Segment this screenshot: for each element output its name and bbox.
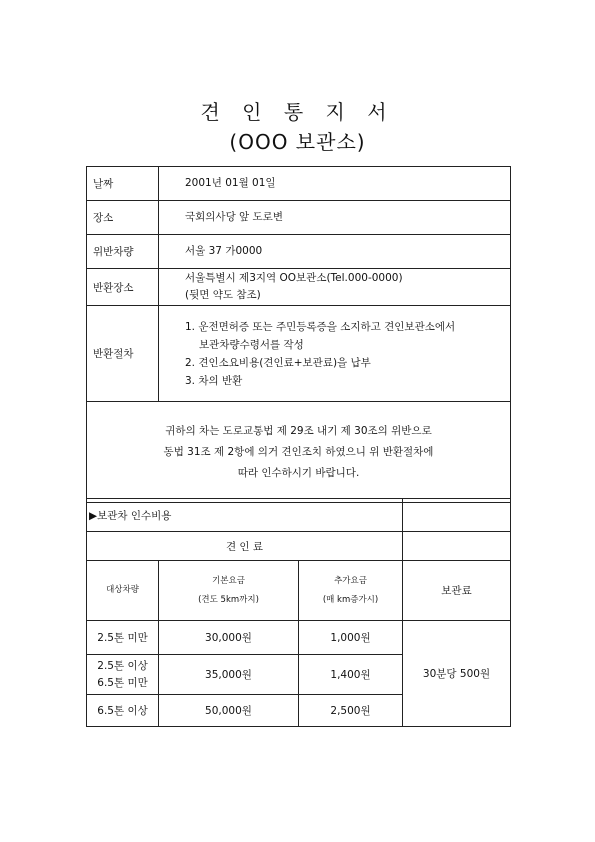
procedure-row: [87, 306, 511, 402]
procedure-step-1-line2: 보관차량수령서를 작성: [199, 338, 304, 351]
fee-row-2-extra: 1,400원: [299, 655, 403, 695]
date-value: 2001년 01월 01일: [159, 167, 511, 201]
fee-section-row: [87, 499, 511, 532]
towing-fee-row: [87, 532, 511, 561]
col-base-line1: 기본요금: [212, 575, 245, 586]
return-place-value: [159, 269, 511, 306]
fee-row-3-vehicle: 6.5톤 이상: [87, 695, 159, 727]
col-extra-line2: (매 km증가시): [322, 594, 379, 605]
notice-line1: 귀하의 차는 도로교통법 제 29조 내기 제 30조의 위반으로: [165, 424, 432, 437]
fee-section-title: ▶보관차 인수비용: [87, 499, 403, 532]
date-label: 날짜: [87, 167, 159, 201]
return-place-line2: (뒷면 약도 참조): [185, 289, 261, 301]
place-value: 국회의사당 앞 도로변: [159, 201, 511, 235]
col-base-header: [159, 561, 299, 621]
col-vehicle-header: 대상차량: [87, 561, 159, 621]
fee-row-3-extra: 2,500원: [299, 695, 403, 727]
info-table: [86, 166, 511, 503]
fee-row-1-extra: 1,000원: [299, 621, 403, 655]
fee-row-3-base: 50,000원: [159, 695, 299, 727]
vehicle-value: 서울 37 가0000: [159, 235, 511, 269]
towing-fee-header: 견 인 료: [87, 532, 403, 561]
procedure-step-1: [185, 318, 510, 354]
notice-line2: 동법 31조 제 2항에 의거 견인조치 하였으니 위 반환절차에: [163, 445, 434, 458]
col-base-line2: (견도 5km까지): [198, 594, 259, 605]
fee-row-2-vehicle: [87, 655, 159, 695]
fee-row-2-vehicle-line1: 2.5톤 이상: [97, 659, 148, 672]
procedure-step-1-line1: 1. 운전면허증 또는 주민등록증을 소지하고 견인보관소에서: [185, 320, 456, 333]
vehicle-label: 위반차량: [87, 235, 159, 269]
procedure-value: [159, 306, 511, 402]
document-subtitle: (OOO 보관소): [229, 130, 366, 154]
fee-row-1-vehicle: 2.5톤 미만: [87, 621, 159, 655]
place-row: [87, 201, 511, 235]
notice-line3: 따라 인수하시기 바랍니다.: [237, 466, 360, 479]
fee-row: [87, 621, 511, 655]
vehicle-row: [87, 235, 511, 269]
fee-row-2-vehicle-line2: 6.5톤 미만: [97, 676, 148, 689]
document-title: 견 인 통 지 서: [200, 100, 395, 124]
notice-row: [87, 402, 511, 503]
col-extra-line1: 추가요금: [334, 575, 367, 586]
return-place-label: 반환장소: [87, 269, 159, 306]
return-place-line1: 서울특별시 제3지역 OO보관소(Tel.000-0000): [185, 272, 403, 284]
procedure-label: 반환절차: [87, 306, 159, 402]
procedure-step-2: 2. 견인소요비용(견인료+보관료)을 납부: [185, 356, 371, 369]
col-extra-header: [299, 561, 403, 621]
date-row: [87, 167, 511, 201]
towing-fee-empty: [403, 532, 511, 561]
return-place-row: [87, 269, 511, 306]
storage-fee-value: 30분당 500원: [403, 621, 511, 727]
col-storage-header: 보관료: [403, 561, 511, 621]
fee-row-1-base: 30,000원: [159, 621, 299, 655]
notice-text: [87, 402, 511, 503]
procedure-list: [185, 318, 510, 390]
fee-row-2-base: 35,000원: [159, 655, 299, 695]
fee-section-empty: [403, 499, 511, 532]
procedure-step-3: 3. 차의 반환: [185, 374, 243, 387]
fee-header-row: [87, 561, 511, 621]
fee-table: [86, 498, 511, 727]
place-label: 장소: [87, 201, 159, 235]
